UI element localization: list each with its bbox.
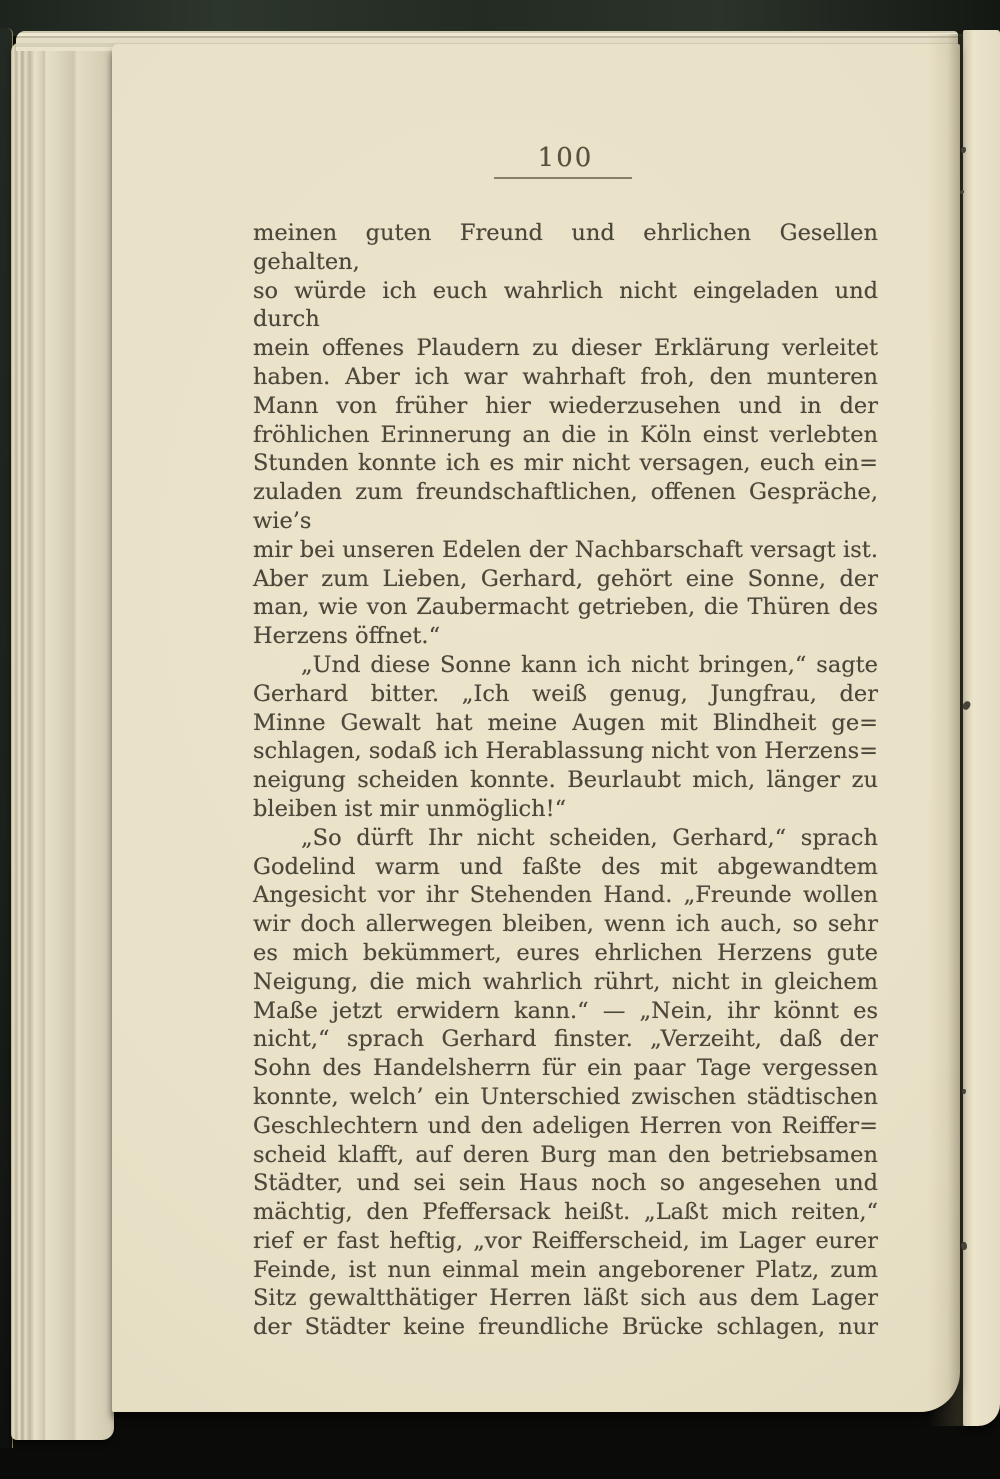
text-line: Gerhard bitter. „Ich weiß genug, Jungfrau, der <box>253 680 878 707</box>
text-line: Geschlechtern und den adeligen Herren von Reiffer= <box>253 1112 878 1139</box>
text-line: „Und diese Sonne kann ich nicht bringen,“ sagte <box>301 651 878 678</box>
text-line: „So dürft Ihr nicht scheiden, Gerhard,“ sprach <box>301 824 878 851</box>
text-line: mein offenes Plaudern zu dieser Erklärung verleitet <box>253 335 878 362</box>
text-line: zuladen zum freundschaftlichen, offenen Gespräche, wie’s <box>253 479 878 534</box>
text-line: Stunden konnte ich es mir nicht versagen, euch ein= <box>253 450 878 477</box>
text-line: es mich bekümmert, eures ehrlichen Herzens gute <box>253 939 878 966</box>
text-line: Neigung, die mich wahrlich rührt, nicht in gleichem <box>253 968 878 995</box>
text-block <box>253 219 878 1342</box>
text-line: mir bei unseren Edelen der Nachbarschaft versagt ist. <box>253 536 878 563</box>
adjacent-page <box>963 30 1000 1426</box>
text-line: meinen guten Freund und ehrlichen Gesellen gehalten, <box>253 220 878 275</box>
text-line: neigung scheiden konnte. Beurlaubt mich, länger zu <box>253 767 878 794</box>
text-line: Städter, und sei sein Haus noch so angesehen und <box>253 1170 878 1197</box>
text-line: Minne Gewalt hat meine Augen mit Blindheit ge= <box>253 709 878 736</box>
text-line: rief er fast heftig, „vor Reifferscheid, im Lager eurer <box>253 1227 878 1254</box>
text-line: Herzens öffnet.“ <box>253 623 441 650</box>
text-line: haben. Aber ich war wahrhaft froh, den munteren <box>253 363 878 390</box>
text-line: so würde ich euch wahrlich nicht eingeladen und durch <box>253 277 878 333</box>
text-line: Mann von früher hier wiederzusehen und in der <box>253 392 878 419</box>
text-line: konnte, welch’ ein Unterschied zwischen städtischen <box>253 1083 878 1110</box>
text-line: Maße jetzt erwidern kann.“ — „Nein, ihr könnt es <box>253 997 878 1024</box>
page-edges-left <box>11 42 114 1440</box>
text-line: Sohn des Handelsherrn für ein paar Tage vergessen <box>253 1055 878 1082</box>
page-header <box>253 143 878 179</box>
text-line: nicht,“ sprach Gerhard finster. „Verzeiht, daß der <box>253 1026 878 1053</box>
text-line: Feinde, ist nun einmal mein angeborener Platz, zum <box>253 1256 878 1283</box>
text-line: der Städter keine freundliche Brücke schlagen, nur <box>253 1314 878 1341</box>
text-line: Sitz gewaltthätiger Herren läßt sich aus dem Lager <box>253 1285 878 1312</box>
text-line: schlagen, sodaß ich Herablassung nicht von Herzens= <box>253 738 878 765</box>
text-line: man, wie von Zaubermacht getrieben, die Thüren des <box>253 594 878 621</box>
text-line: fröhlichen Erinnerung an die in Köln einst verlebten <box>253 421 878 448</box>
page-number-rule <box>494 177 632 179</box>
text-line: Godelind warm und faßte des mit abgewandtem <box>253 853 878 880</box>
text-line: wir doch allerwegen bleiben, wenn ich auch, so sehr <box>253 911 878 938</box>
text-line: bleiben ist mir unmöglich!“ <box>253 795 567 822</box>
text-line: mächtig, den Pfeffersack heißt. „Laßt mich reiten,“ <box>253 1199 878 1226</box>
text-line: scheid klafft, auf deren Burg man den betriebsamen <box>253 1141 878 1168</box>
text-line: Aber zum Lieben, Gerhard, gehört eine Sonne, der <box>253 565 878 592</box>
page-number: 100 <box>537 143 594 173</box>
text-line: Angesicht vor ihr Stehenden Hand. „Freunde wollen <box>253 882 878 909</box>
book-page <box>112 44 960 1412</box>
